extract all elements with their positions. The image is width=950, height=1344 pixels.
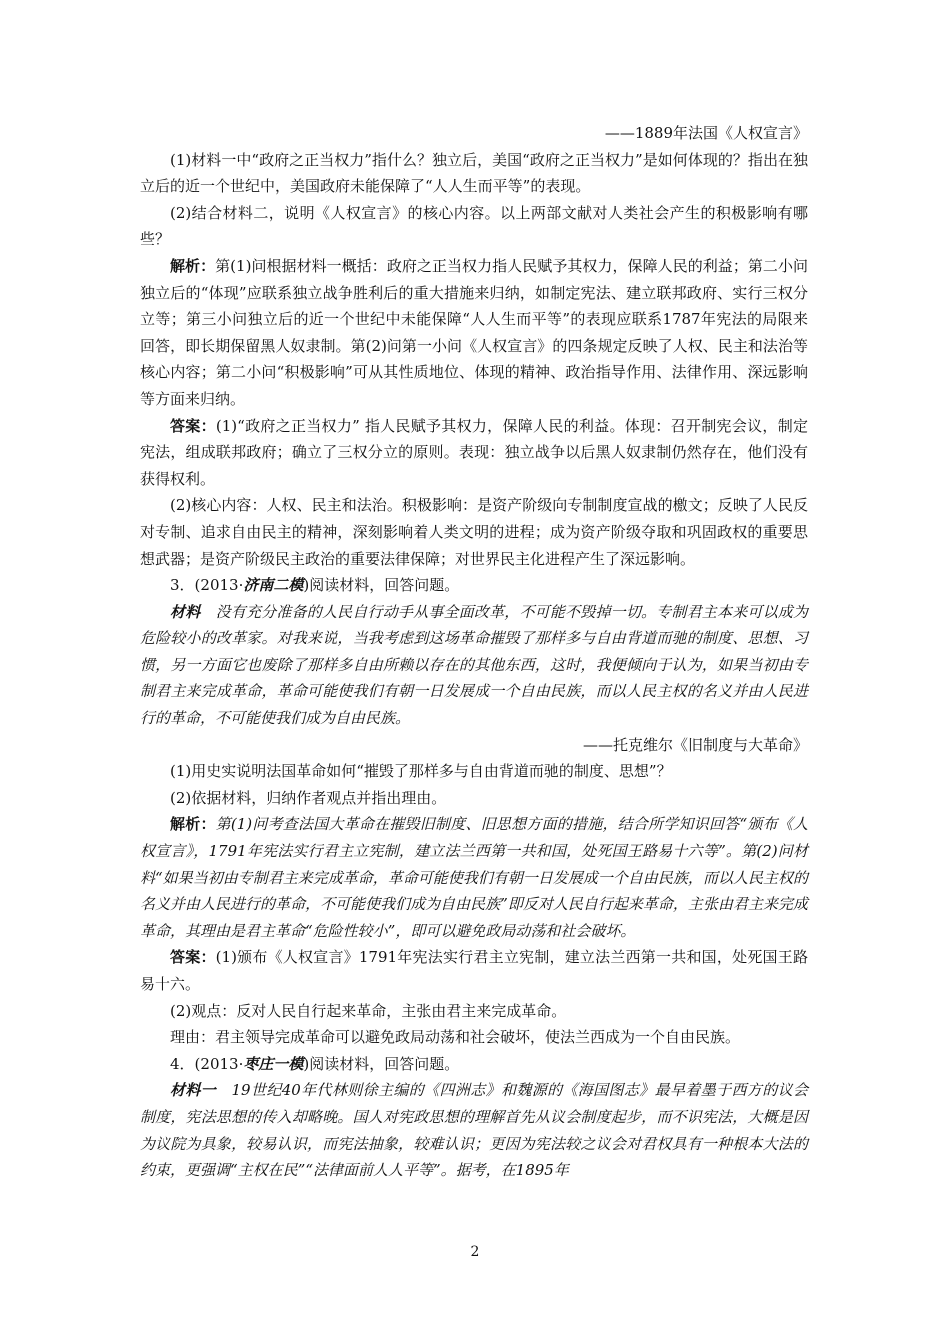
question-number: 3．(2013· <box>170 576 244 595</box>
question-instruction: )阅读材料，回答问题。 <box>303 576 460 595</box>
page-number: 2 <box>470 1244 480 1260</box>
answer-label: 答案： <box>170 416 216 435</box>
q3-subquestion-2: (2)依据材料，归纳作者观点并指出理由。 <box>170 788 447 807</box>
analysis-label: 解析： <box>170 256 216 275</box>
material-text: 19世纪40年代林则徐主编的《四洲志》和魏源的《海国图志》最早着墨于西方的议会制度，宪法思想的传入却略晚。国人对宪政思想的理解首先从议会制度起步，而不识宪法，大概是因为议院为具象，较易认识，而宪法抽象，较难认识；更因为宪法较之议会对君权具有一种根本大法的约束，更强调“主权在民”“法律面前人人平等”。据考，在1895年 <box>140 1081 808 1180</box>
answer-label: 答案： <box>170 948 216 967</box>
q4-heading <box>140 1051 808 1078</box>
q3-material <box>140 599 808 732</box>
q2-subquestion-1: (1)材料一中“政府之正当权力”指什么？独立后，美国“政府之正当权力”是如何体现的？指出在独立后的近一个世纪中，美国政府未能保障了“人人生而平等”的表现。 <box>140 150 808 196</box>
page-body <box>140 120 808 1184</box>
analysis-text: 第(1)问根据材料一概括：政府之正当权力指人民赋予其权力，保障人民的利益；第二小问独立后的“体现”应联系独立战争胜利后的重大措施来归纳，如制定宪法、建立联邦政府、实行三权分立等；第三小问独立后的近一个世纪中未能保障“人人生而平等”的表现应联系1787年宪法的局限来回答，即长期保留黑人奴隶制。第(2)问第一小问《人权宣言》的四条规定反映了人权、民主和法治等核心内容；第二小问“积极影响”可从其性质地位、体现的精神、政治指导作用、法律作用、深远影响等方面来归纳。 <box>140 256 808 408</box>
analysis-text: 第(1)问考查法国大革命在摧毁旧制度、旧思想方面的措施，结合所学知识回答“颁布《人权宣言》，1791年宪法实行君主立宪制，建立法兰西第一共和国，处死国王路易十六等”。第(2)问材料“如果当初由专制君主来完成革命，革命可能使我们有朝一日发展成一个自由民族，而以人民主权的名义并由人民进行的革命，不可能使我们成为自由民族”即反对人民自行起来革命，主张由君主来完成革命，其理由是君主革命“危险性较小”，即可以避免政局动荡和社会破坏。 <box>140 815 808 940</box>
q2-subquestion-2: (2)结合材料二，说明《人权宣言》的核心内容。以上两部文献对人类社会产生的积极影响有哪些？ <box>140 203 808 249</box>
q2-material-source: ——1889年法国《人权宣言》 <box>604 124 808 142</box>
q3-answer-1 <box>140 944 808 997</box>
question-number: 4．(2013· <box>170 1054 244 1073</box>
q2-answer-1 <box>140 413 808 493</box>
q3-heading <box>140 572 808 599</box>
q3-answer-3: 理由：君主领导完成革命可以避免政局动荡和社会破坏，使法兰西成为一个自由民族。 <box>170 1028 741 1047</box>
question-source: 枣庄一模 <box>243 1054 304 1073</box>
q3-material-source: ——托克维尔《旧制度与大革命》 <box>582 735 808 754</box>
q2-analysis <box>140 253 808 413</box>
q3-answer-2: (2)观点：反对人民自行起来革命，主张由君主来完成革命。 <box>170 1001 567 1020</box>
material-text: 没有充分准备的人民自行动手从事全面改革，不可能不毁掉一切。专制君主本来可以成为危险较小的改革家。对我来说，当我考虑到这场革命摧毁了那样多与自由背道而驰的制度、思想、习惯，另一方面它也废除了那样多自由所赖以存在的其他东西，这时，我便倾向于认为，如果当初由专制君主来完成革命，革命可能使我们有朝一日发展成一个自由民族，而以人民主权的名义并由人民进行的革命，不可能使我们成为自由民族。 <box>140 602 808 728</box>
analysis-label: 解析： <box>170 815 216 834</box>
question-instruction: )阅读材料，回答问题。 <box>303 1054 460 1073</box>
answer-text: (1)颁布《人权宣言》1791年宪法实行君主立宪制，建立法兰西第一共和国，处死国王路易十六。 <box>140 948 808 993</box>
material-label: 材料 <box>170 602 201 621</box>
q3-subquestion-1: (1)用史实说明法国革命如何“摧毁了那样多与自由背道而驰的制度、思想”？ <box>170 762 672 781</box>
answer-text: (1)“政府之正当权力” 指人民赋予其权力，保障人民的利益。体现：召开制宪会议，制定宪法，组成联邦政府；确立了三权分立的原则。表现：独立战争以后黑人奴隶制仍然存在，他们没有获得权利。 <box>140 416 808 488</box>
material-label: 材料一 <box>170 1081 217 1100</box>
q3-analysis <box>140 811 808 944</box>
q2-answer-2: (2)核心内容：人权、民主和法治。积极影响：是资产阶级向专制制度宣战的檄文；反映了人民反对专制、追求自由民主的精神，深刻影响着人类文明的进程；成为资产阶级夺取和巩固政权的重要思想武器；是资产阶级民主政治的重要法律保障；对世界民主化进程产生了深远影响。 <box>140 496 808 568</box>
question-source: 济南二模 <box>243 576 304 595</box>
q4-material-1 <box>140 1077 808 1183</box>
